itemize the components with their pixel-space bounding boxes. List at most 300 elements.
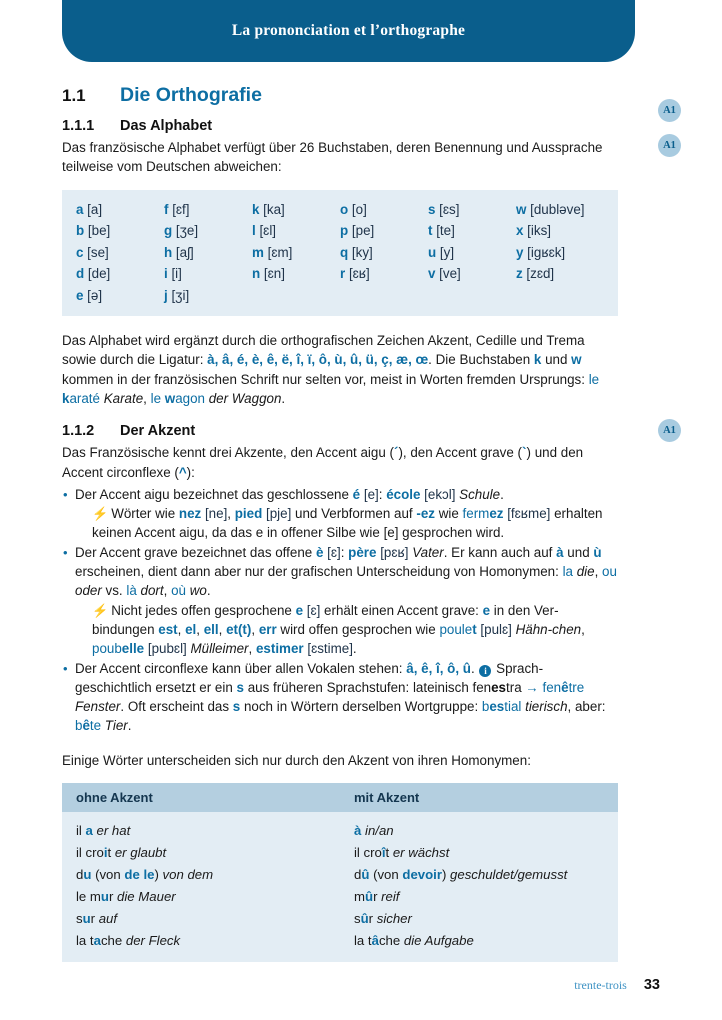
alphabet-entry (76, 286, 164, 306)
homonym-suffix: t (385, 845, 393, 861)
homonym-highlight: à (354, 823, 362, 839)
alphabet-letter: z (516, 266, 523, 282)
alphabet-entry (252, 221, 340, 241)
alphabet-pronunciation: [i] (167, 266, 182, 282)
circ-word-fenetre-stem: fen (542, 679, 562, 695)
homonym-suffix-2: ) (441, 867, 451, 883)
homonym-highlight: u (82, 911, 91, 927)
grave-translation-vater: Vater (412, 544, 444, 560)
alphabet-pronunciation: [be] (84, 223, 111, 239)
page-content (62, 84, 618, 962)
homonym-prefix: il cro (76, 845, 104, 861)
homonym-translation: er hat (96, 823, 131, 839)
alphabet-entry (76, 264, 164, 284)
accent-grave-mark: ` (522, 445, 527, 461)
homonym-suffix: t (107, 845, 115, 861)
alphabet-intro-text: Das französische Alphabet verfügt über 26 Buchstaben, deren Benennung und Aussprache teilweise vom Deutschen abweichen: (62, 140, 603, 175)
alphabet-letter: h (164, 244, 173, 260)
alphabet-letter: f (164, 201, 169, 217)
accent-circonflexe-mark: ^ (178, 464, 187, 480)
alphabet-notes-line1: Das Alphabet wird ergänzt durch die orthografischen Zeichen Akzent, Cedille (62, 333, 517, 349)
circ-text-a: Der Accent circonflexe kann über allen Vokalen stehen: (75, 660, 407, 676)
level-badge-alphabet: A1 (658, 134, 681, 157)
alphabet-pronunciation: [ky] (348, 244, 373, 260)
note2-d: , (177, 621, 186, 637)
letter-k-highlight: k (533, 352, 542, 368)
homonyms-table-row (62, 908, 618, 930)
homonyms-cell-mit-akzent (340, 812, 618, 842)
homonym-suffix: (von (369, 867, 403, 883)
alphabet-entry (340, 264, 428, 284)
homonym-translation: von dem (162, 867, 214, 883)
alphabet-entry (340, 243, 428, 263)
section-heading-1-1-1 (62, 118, 618, 134)
grave-text-i: . (206, 583, 211, 599)
grave-text-a: Der Accent grave bezeichnet das offene (75, 544, 316, 560)
note2-word-poubelle-elle: elle (121, 641, 145, 657)
alphabet-letter: r (340, 266, 346, 282)
alphabet-entry (340, 221, 428, 241)
note1-word-fermez-ending: ez (489, 506, 504, 522)
homonyms-cell-mit-akzent (340, 842, 618, 864)
alphabet-letter: b (76, 223, 85, 239)
circ-text-b: . (471, 660, 479, 676)
bullet-accent-aigu (62, 485, 618, 543)
footer-page-number: 33 (643, 977, 660, 993)
homonym-highlight: î (381, 845, 386, 861)
page-header-title: La prononciation et l’orthographe (231, 22, 466, 39)
homonym-prefix: s (76, 911, 83, 927)
example-end-period: . (281, 390, 286, 406)
note2-e: , (196, 621, 204, 637)
circ-text-h: , aber: (567, 699, 606, 715)
note2-comb-est: est (158, 621, 178, 637)
grave-text-d: und (563, 544, 594, 560)
ligature-list: à, â, é, è, ê, ë, î, ï, ô, ù, û, ü, ç, æ, œ (207, 352, 429, 368)
alphabet-notes-line3c: kommen in der französischen Schrift nur selten vor, (62, 371, 367, 387)
alphabet-pronunciation: [ɛl] (255, 223, 277, 239)
homonym-suffix: r (373, 889, 382, 905)
homonym-highlight: û (365, 889, 374, 905)
homonyms-table-row (62, 864, 618, 886)
alphabet-entry (428, 243, 516, 263)
arrow-icon: → (525, 679, 539, 695)
alphabet-letter: a (76, 201, 84, 217)
circ-word-bete-e: ê (82, 718, 90, 734)
alphabet-pronunciation: [ve] (435, 266, 461, 282)
alphabet-entry (428, 200, 516, 220)
alphabet-pronunciation: [dubləve] (526, 201, 585, 217)
grave-text-g: vs. (101, 583, 127, 599)
note2-ipa-estimer: [ɛstime] (303, 641, 353, 657)
homonym-highlight: u (83, 867, 92, 883)
homonym-prefix: la t (354, 933, 372, 949)
note1-ipa-pied: [pje] (262, 506, 292, 522)
alphabet-pronunciation: [aʃ] (172, 244, 194, 260)
grave-homonym-ou-accent: où (171, 583, 190, 599)
grave-homonym-la-accent: là (126, 583, 141, 599)
level-badge-orthografie: A1 (658, 99, 681, 122)
alphabet-pronunciation: [ɛm] (263, 244, 293, 260)
page-footer (574, 977, 660, 993)
homonyms-cell-ohne-akzent (62, 864, 340, 886)
alphabet-letter: c (76, 244, 84, 260)
homonym-translation: reif (381, 889, 400, 905)
homonym-prefix: d (76, 867, 84, 883)
note2-translation-haehnchen: Hähn-chen (515, 621, 582, 637)
alphabet-notes-line2-end: . (428, 352, 432, 368)
grave-example-pere: père (348, 544, 377, 560)
homonym-prefix: il (76, 823, 86, 839)
circ-translation-fenster: Fenster (75, 699, 121, 715)
example-karate-article: le (588, 371, 600, 387)
homonym-translation: die Aufgabe (403, 933, 474, 949)
note1-ipa-fermez: [fɛʁme] (503, 506, 551, 522)
note2-ipa-poulet: [pulɛ] (476, 621, 516, 637)
note-accent-aigu (75, 504, 618, 543)
homonym-translation: geschuldet/gemusst (450, 867, 568, 883)
homonym-prefix: m (354, 889, 365, 905)
homonym-highlight: u (100, 889, 109, 905)
note-accent-grave (75, 601, 618, 659)
homonyms-table-row (62, 842, 618, 864)
note2-comb-ett: et(t) (226, 621, 252, 637)
grave-letter-e: è (315, 544, 324, 560)
note1-word-pied: pied (234, 506, 263, 522)
example-wagon-w: w (164, 390, 176, 406)
homonym-highlight: i (103, 845, 108, 861)
note2-translation-muelleimer: Mülleimer (190, 641, 249, 657)
aigu-example-ecole: école (386, 486, 421, 502)
alphabet-letter: o (340, 201, 349, 217)
homonym-highlight-2: de le (124, 867, 155, 883)
note1-c: und Verbformen auf (291, 506, 417, 522)
note2-word-poulet-t: t (472, 621, 477, 637)
homonyms-cell-mit-akzent (340, 864, 618, 886)
example-wagon-article: le (150, 390, 165, 406)
grave-ipa-2: [pɛʁ] (376, 544, 413, 560)
homonym-prefix: le m (76, 889, 101, 905)
circ-text-f: . Oft erscheint das (120, 699, 233, 715)
alphabet-letter: k (252, 201, 260, 217)
alphabet-notes-line2-lead: und Trema sowie durch die Ligatur: (62, 333, 585, 368)
grave-homonym-la-de: die (576, 564, 595, 580)
homonyms-cell-mit-akzent (340, 908, 618, 930)
homonyms-cell-ohne-akzent (62, 886, 340, 908)
note2-g: , (251, 621, 259, 637)
aigu-text-c: . (500, 486, 504, 502)
example-karate-rest: araté (69, 390, 104, 406)
aigu-ipa-2: [ekɔl] (420, 486, 460, 502)
alphabet-entry (164, 243, 252, 263)
note1-a: Wörter wie (111, 506, 179, 522)
homonym-highlight: â (371, 933, 379, 949)
section-number-1-1-2: 1.1.2 (62, 423, 95, 440)
circ-word-bestial-es: es (489, 699, 505, 715)
alphabet-entry (516, 243, 604, 263)
homonym-translation: die Mauer (117, 889, 176, 905)
note2-j: , (248, 641, 256, 657)
homonym-highlight: û (360, 911, 369, 927)
homonym-suffix: r (108, 889, 118, 905)
akzent-intro-paragraph (62, 443, 618, 482)
homonym-suffix: che (378, 933, 404, 949)
page-header-banner (62, 0, 635, 62)
alphabet-pronunciation: [pe] (348, 223, 375, 239)
lightning-bolt-icon: ⚡ (92, 602, 109, 618)
circ-word-bete-rest: te (89, 718, 105, 734)
homonyms-table-row (62, 812, 618, 842)
alphabet-entry (252, 243, 340, 263)
circ-text-g: noch in Wörtern derselben Wortgruppe: (240, 699, 482, 715)
note2-word-poubelle-stem: poub (92, 641, 122, 657)
alphabet-letter: e (76, 287, 84, 303)
alphabet-entry (252, 264, 340, 284)
grave-text-c: . Er kann auch auf (443, 544, 557, 560)
alphabet-notes-paragraph (62, 331, 618, 408)
alphabet-letter: m (252, 244, 264, 260)
circ-latin-es: es (491, 679, 507, 695)
note2-comb-err: err (258, 621, 277, 637)
aigu-letter-e: é (352, 486, 361, 502)
example-karate-translation: Karate (103, 390, 144, 406)
section-title-1-1-1: Das Alphabet (120, 118, 213, 134)
alphabet-pronunciation: [iks] (523, 223, 551, 239)
circ-text-e: tra (506, 679, 526, 695)
alphabet-entry (164, 286, 252, 306)
alphabet-entry (76, 243, 164, 263)
alphabet-pronunciation: [ə] (83, 287, 103, 303)
circ-word-bete-b: b (75, 718, 83, 734)
grave-text-e: erscheinen, dient dann aber nur der grafischen Unterscheidung von Homonymen: (75, 564, 563, 580)
note2-ipa-poubelle: [pubɛl] (144, 641, 191, 657)
note2-word-poulet-stem: poule (439, 621, 473, 637)
circ-text-c: Sprach-geschichtlich ersetzt er ein (75, 660, 544, 695)
circ-text-i: . (127, 718, 132, 734)
level-badge-akzent: A1 (658, 419, 681, 442)
homonyms-header-mit: mit Akzent (340, 783, 618, 812)
alphabet-pronunciation: [se] (83, 244, 109, 260)
note2-word-estimer: estimer (255, 641, 304, 657)
akzent-intro-b: ), den Accent grave ( (398, 445, 523, 461)
aigu-text-b: : (378, 486, 387, 502)
alphabet-pronunciation: [ʒi] (167, 287, 190, 303)
akzent-intro-e: ): (186, 464, 195, 480)
footer-page-word: trente-trois (574, 978, 627, 992)
note2-k: . (352, 641, 357, 657)
grave-homonym-ou-de: oder (75, 583, 102, 599)
alphabet-entry (164, 200, 252, 220)
alphabet-pronunciation: [ka] (259, 201, 285, 217)
note2-i: , (581, 621, 585, 637)
accent-aigu-mark: ´ (393, 445, 399, 461)
alphabet-letter: i (164, 266, 168, 282)
example-wagon-translation: der Waggon (208, 390, 282, 406)
alphabet-entry (76, 221, 164, 241)
section-number-1-1-1: 1.1.1 (62, 118, 95, 134)
homonym-prefix: s (354, 911, 361, 927)
note1-e: erhalten keinen Accent aigu, da das e in offener Silbe wie [e] gesprochen wird. (92, 506, 603, 541)
circ-translation-tier: Tier (104, 718, 128, 734)
note2-comb-el: el (185, 621, 197, 637)
section-heading-1-1-2 (62, 423, 618, 439)
note2-a: Nicht jedes offen gesprochene (111, 602, 296, 618)
note2-b: erhält einen Accent grave: (320, 602, 483, 618)
alphabet-letter: w (516, 201, 527, 217)
alphabet-entry (340, 200, 428, 220)
homonym-translation: der Fleck (125, 933, 181, 949)
alphabet-notes-line4a: meist in Worten fremden Ursprungs: (370, 371, 589, 387)
alphabet-letter: d (76, 266, 85, 282)
grave-homonym-ou-accent-de: wo (189, 583, 207, 599)
alphabet-entry (516, 200, 604, 220)
alphabet-letter: y (516, 244, 524, 260)
alphabet-entry (428, 221, 516, 241)
homonym-translation: er glaubt (114, 845, 167, 861)
homonyms-cell-ohne-akzent (62, 930, 340, 962)
alphabet-notes-line3a: Die Buchstaben (435, 352, 534, 368)
grave-letter-u: ù (593, 544, 602, 560)
alphabet-pronunciation: [te] (432, 223, 455, 239)
homonyms-cell-ohne-akzent (62, 812, 340, 842)
homonyms-table (62, 783, 618, 962)
homonym-highlight: a (85, 823, 93, 839)
alphabet-letter: n (252, 266, 261, 282)
note2-letter-e: e (295, 602, 304, 618)
circ-word-fenetre-e: ê (561, 679, 569, 695)
alphabet-entry (164, 221, 252, 241)
homonym-suffix: (von (91, 867, 125, 883)
alphabet-pronunciation: [zɛd] (522, 266, 555, 282)
circ-word-bestial-b: b (481, 699, 490, 715)
homonym-prefix: d (354, 867, 362, 883)
alphabet-notes-line3b: und (541, 352, 572, 368)
grave-homonym-la: la (562, 564, 577, 580)
grave-homonym-la-accent-de: dort (140, 583, 164, 599)
example-wagon-rest: agon (175, 390, 209, 406)
alphabet-letter: v (428, 266, 436, 282)
note2-f: , (218, 621, 227, 637)
note2-letter-e2: e (482, 602, 491, 618)
homonyms-intro-text: Einige Wörter unterscheiden sich nur durch den Akzent von ihren Homonymen: (62, 752, 531, 768)
circ-vowel-list: â, ê, î, ô, û (406, 660, 471, 676)
homonym-highlight: a (93, 933, 101, 949)
alphabet-entry (76, 200, 164, 220)
homonyms-header-row (62, 783, 618, 812)
grave-text-h: , (163, 583, 172, 599)
alphabet-pronunciation: [ɛs] (435, 201, 460, 217)
aigu-translation: Schule (459, 486, 501, 502)
circ-letter-s2: s (232, 699, 241, 715)
note2-ipa-1: [ɛ] (303, 602, 321, 618)
alphabet-pronunciation: [ɛʁ] (345, 266, 370, 282)
section-heading-1-1 (62, 84, 618, 107)
homonym-highlight-2: devoir (402, 867, 442, 883)
grave-homonym-ou: ou (602, 564, 617, 580)
aigu-ipa-1: [e] (360, 486, 379, 502)
alphabet-pronunciation: [ɛn] (260, 266, 285, 282)
alphabet-entry (516, 221, 604, 241)
note1-ipa-nez: [ne] (201, 506, 228, 522)
note1-suffix-ez: -ez (416, 506, 435, 522)
circ-letter-s: s (236, 679, 244, 695)
circ-word-fenetre-rest: tre (568, 679, 585, 695)
homonym-suffix: r (90, 911, 99, 927)
note1-b: , (227, 506, 235, 522)
homonym-suffix-2: ) (154, 867, 163, 883)
grave-ipa-1: [ɛ] (323, 544, 341, 560)
letter-w-highlight: w (571, 352, 582, 368)
alphabet-letter: j (164, 287, 168, 303)
alphabet-entry (516, 264, 604, 284)
note2-c: in den Ver-bindungen (92, 602, 559, 637)
example-separator: , (143, 390, 151, 406)
akzent-intro-a: Das Französische kennt drei Akzente, den Accent aigu ( (62, 445, 394, 461)
alphabet-pronunciation: [igʁɛk] (523, 244, 566, 260)
homonym-prefix: la t (76, 933, 94, 949)
homonym-prefix: il cro (354, 845, 382, 861)
alphabet-letter: q (340, 244, 349, 260)
alphabet-letter: t (428, 223, 433, 239)
akzent-intro-d: und den Accent circonflexe ( (62, 445, 584, 480)
circ-word-bestial-rest: tial (504, 699, 526, 715)
grave-text-b: : (340, 544, 349, 560)
alphabet-letter: u (428, 244, 437, 260)
homonym-translation: er wächst (392, 845, 450, 861)
homonyms-cell-ohne-akzent (62, 908, 340, 930)
alphabet-pronunciation: [y] (436, 244, 455, 260)
note1-word-nez: nez (178, 506, 202, 522)
alphabet-pronunciation: [a] (83, 201, 103, 217)
alphabet-entry (164, 264, 252, 284)
alphabet-pronunciation: [de] (84, 266, 111, 282)
alphabet-letter: p (340, 223, 349, 239)
alphabet-letter: l (252, 223, 256, 239)
homonyms-cell-ohne-akzent (62, 842, 340, 864)
homonym-suffix: che (100, 933, 126, 949)
homonyms-cell-mit-akzent (340, 930, 618, 962)
akzent-intro-c: ) (526, 445, 531, 461)
homonym-highlight: û (361, 867, 370, 883)
homonyms-cell-mit-akzent (340, 886, 618, 908)
alphabet-letter: x (516, 223, 524, 239)
bullet-accent-circonflexe (62, 659, 618, 736)
homonyms-table-row (62, 886, 618, 908)
info-icon: i (479, 665, 491, 677)
homonyms-header-ohne: ohne Akzent (62, 783, 340, 812)
alphabet-letter: s (428, 201, 436, 217)
homonym-translation: sicher (376, 911, 412, 927)
section-title-1-1-2: Der Akzent (120, 423, 196, 440)
alphabet-entry (428, 264, 516, 284)
section-title-1-1: Die Orthografie (120, 84, 262, 106)
homonym-translation: auf (98, 911, 118, 927)
circ-translation-tierisch: tierisch (525, 699, 568, 715)
note1-d: wie (434, 506, 463, 522)
bullet-accent-grave (62, 543, 618, 659)
alphabet-pronunciation: [o] (348, 201, 367, 217)
circ-text-d: aus früheren Sprachstufen: lateinisch fen (243, 679, 492, 695)
aigu-text-a: Der Accent aigu bezeichnet das geschlossene (75, 486, 353, 502)
homonym-translation: in/an (365, 823, 394, 839)
accent-bullet-list (62, 485, 618, 736)
alphabet-entry (252, 200, 340, 220)
grave-letter-a: à (556, 544, 564, 560)
alphabet-letter: g (164, 223, 173, 239)
homonyms-table-row (62, 930, 618, 962)
note2-h: wird offen gesprochen wie (276, 621, 440, 637)
note1-word-fermez-stem: ferm (462, 506, 490, 522)
